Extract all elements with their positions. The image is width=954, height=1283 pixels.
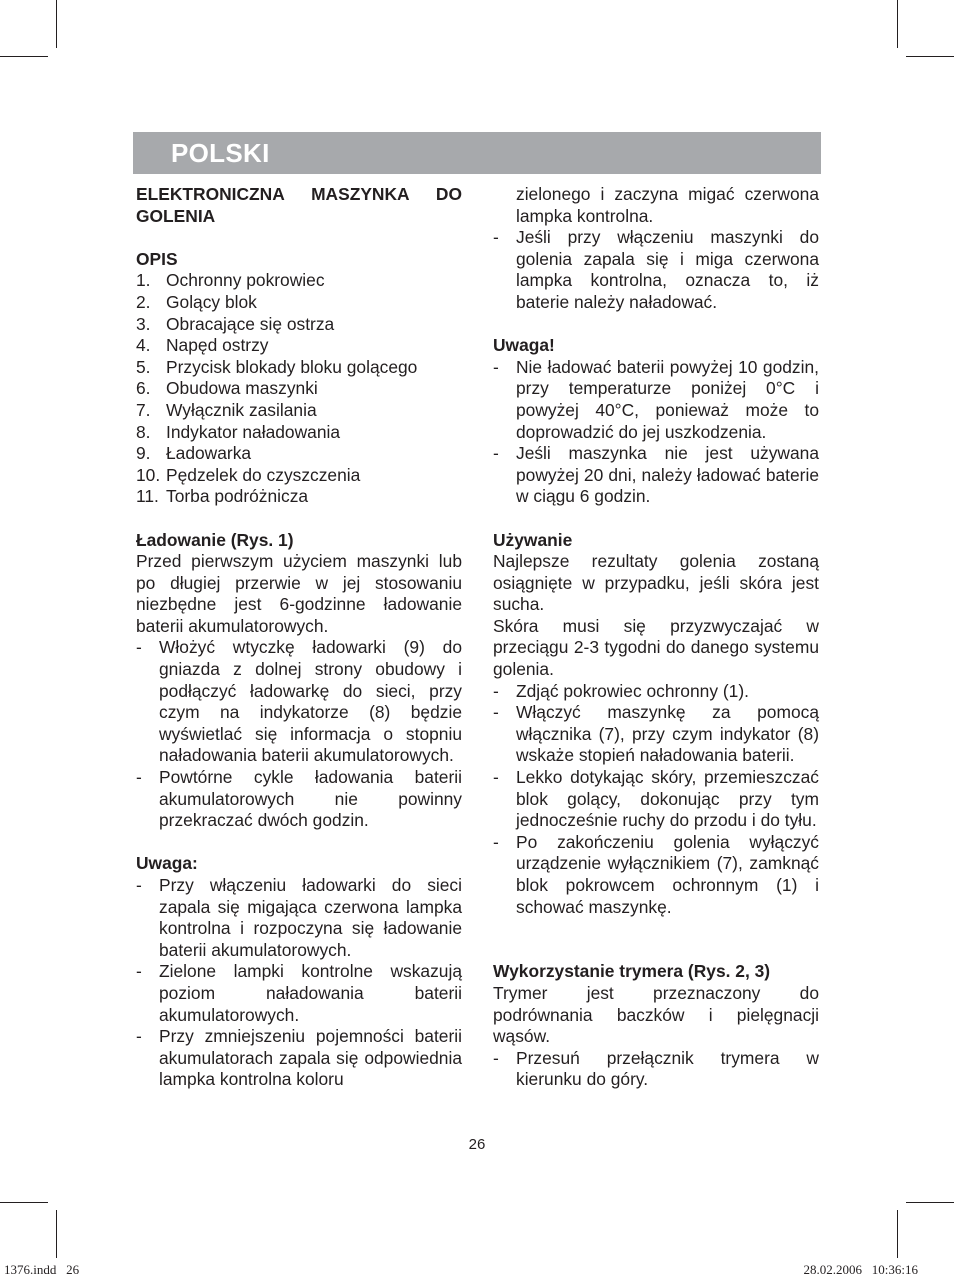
list-item-text: Po zakończeniu golenia wyłączyć urządzenie wyłącznikiem (7), zamknąć blok pokrowcem ochronnym (1) i schować maszynkę. [516, 831, 819, 917]
warning-items [493, 357, 819, 508]
list-item-number: 9. [136, 443, 151, 464]
bullet-dash: - [493, 831, 499, 852]
bullet-dash: - [136, 961, 142, 982]
crop-mark [906, 56, 954, 57]
list-item-text: Wyłącznik zasilania [166, 399, 317, 420]
crop-mark [56, 0, 57, 48]
bullet-dash: - [493, 443, 499, 464]
list-item-text: Zdjąć pokrowiec ochronny (1). [516, 680, 749, 701]
list-item-text: Zielone lampki kontrolne wskazują poziom naładowania baterii akumulatorowych. [159, 961, 462, 1025]
list-item-text: Włączyć maszynkę za pomocą włącznika (7), przy czym indykator (8) wskaże stopień naładowania baterii. [516, 702, 819, 766]
list-item [136, 400, 462, 422]
list-item-text: Włożyć wtyczkę ładowarki (9) do gniazda z dolnej strony obudowy i podłączyć ładowarkę do sieci, przy czym na indykatorze (8) będzie wyświetlać się informacja o stopniu naładowania baterii akumulatorowych. [159, 637, 462, 766]
list-item-text: Ładowarka [166, 443, 252, 464]
list-item [136, 875, 462, 961]
usage-paragraph-2: Skóra musi się przyzwyczajać w przeciągu 2-3 tygodni do danego systemu golenia. [493, 615, 819, 680]
list-item-text: Nie ładować baterii powyżej 10 godzin, przy temperaturze poniżej 0°C i powyżej 40°C, ponieważ może to doprowadzić do jej uszkodzenia. [516, 356, 819, 442]
page-number: 26 [468, 1136, 486, 1153]
list-item-text: Przy zmniejszeniu pojemności baterii akumulatorach zapala się odpowiednia lampka kontrolna koloru [159, 1026, 462, 1090]
list-item [136, 637, 462, 767]
list-item-text: Obracające się ostrza [166, 313, 335, 334]
list-item [493, 357, 819, 443]
bullet-dash: - [493, 356, 499, 377]
list-item [136, 335, 462, 357]
list-item-text: Torba podróżnicza [166, 486, 309, 507]
list-item-text: Jeśli przy włączeniu maszynki do golenia zapala się i miga czerwona lampka kontrolna, oznacza to, iż baterie należy naładować. [516, 227, 819, 312]
list-item [136, 357, 462, 379]
usage-heading: Używanie [493, 529, 573, 550]
list-item [493, 443, 819, 508]
note-heading: Uwaga: [136, 853, 198, 874]
right-column [493, 184, 819, 1091]
list-item [136, 465, 462, 487]
slug-file: 1376.indd 26 [4, 1262, 80, 1277]
list-item-text: Pędzelek do czyszczenia [166, 464, 361, 485]
list-item [136, 961, 462, 1026]
charging-heading: Ładowanie (Rys. 1) [136, 529, 294, 550]
list-item-text: Przy włączeniu ładowarki do sieci zapala się migająca czerwona lampka kontrolna i rozpoczyna się ładowanie baterii akumulatorowych. [159, 875, 462, 960]
crop-mark [0, 56, 48, 57]
bullet-dash: - [493, 767, 499, 788]
list-item [136, 270, 462, 292]
bullet-dash: - [136, 875, 142, 895]
language-banner [133, 132, 821, 174]
list-item [136, 443, 462, 465]
description-heading: OPIS [136, 248, 178, 269]
list-item-number: 5. [136, 356, 151, 377]
bullet-dash: - [493, 702, 499, 723]
list-item-text: Przycisk blokady bloku golącego [166, 356, 418, 377]
trimmer-steps [493, 1048, 819, 1091]
list-item-number: 6. [136, 378, 151, 399]
list-item-number: 8. [136, 421, 151, 442]
list-item-number: 10. [136, 464, 161, 485]
trimmer-intro: Trymer jest przeznaczony do podrównania baczków i pielęgnacji wąsów. [493, 982, 819, 1047]
list-item-number: 2. [136, 291, 151, 312]
list-item-text: Ochronny pokrowiec [166, 270, 325, 291]
bullet-dash: - [493, 227, 499, 248]
list-item [493, 227, 819, 313]
list-item-text: Indykator naładowania [166, 421, 341, 442]
warning-heading: Uwaga! [493, 335, 555, 356]
list-item-number: 11. [136, 486, 159, 507]
list-item [136, 486, 462, 508]
language-title: POLSKI [171, 138, 270, 168]
list-item-text: Lekko dotykając skóry, przemieszczać blok golący, dokonując przy tym jednocześnie ruchy do przodu i do tyłu. [516, 767, 819, 831]
list-item [136, 378, 462, 400]
list-item [136, 767, 462, 832]
list-item-number: 4. [136, 335, 151, 356]
product-title: ELEKTRONICZNA MASZYNKA DO GOLENIA [136, 184, 462, 226]
list-item-number: 7. [136, 399, 151, 420]
usage-steps [493, 681, 819, 919]
list-item [136, 314, 462, 336]
list-item-number: 1. [136, 270, 151, 291]
charging-steps [136, 637, 462, 831]
list-item-number: 3. [136, 313, 151, 334]
trimmer-heading: Wykorzystanie trymera (Rys. 2, 3) [493, 961, 771, 982]
parts-list [136, 270, 462, 508]
list-item [136, 1026, 462, 1091]
list-item-text: Jeśli maszynka nie jest używana powyżej 20 dni, należy ładować baterie w ciągu 6 godzin. [516, 443, 819, 507]
list-item [136, 292, 462, 314]
slug-date: 28.02.2006 10:36:16 [803, 1262, 918, 1277]
bullet-dash: - [136, 767, 142, 788]
crop-mark [906, 1202, 954, 1203]
list-item-text: Obudowa maszynki [166, 378, 318, 399]
usage-paragraph-1: Najlepsze rezultaty golenia zostaną osiągnięte w przypadku, jeśli skóra jest sucha. [493, 551, 819, 615]
list-item [493, 767, 819, 832]
list-item-text: Golący blok [166, 291, 257, 312]
note-items-continued [493, 227, 819, 313]
charging-intro: Przed pierwszym użyciem maszynki lub po długiej przerwie w jej stosowaniu niezbędne jest 6-godzinne ładowanie baterii akumulatorowych. [136, 551, 462, 636]
list-item [493, 1048, 819, 1091]
list-item [493, 702, 819, 767]
bullet-dash: - [493, 680, 499, 701]
crop-mark [897, 1210, 898, 1258]
list-item-text: Powtórne cykle ładowania baterii akumulatorowych nie powinny przekraczać dwóch godzin. [159, 767, 462, 831]
crop-mark [897, 0, 898, 48]
note-items [136, 875, 462, 1091]
crop-mark [56, 1210, 57, 1258]
list-item [136, 422, 462, 444]
bullet-dash: - [493, 1047, 499, 1068]
list-item-text: Napęd ostrzy [166, 335, 269, 356]
bullet-dash: - [136, 1026, 142, 1047]
list-item [493, 832, 819, 918]
list-item [493, 681, 819, 703]
left-column [136, 184, 462, 1091]
bullet-dash: - [136, 637, 142, 658]
list-item-text: Przesuń przełącznik trymera w kierunku do góry. [516, 1047, 819, 1090]
continuation-text: zielonego i zaczyna migać czerwona lampka kontrolna. [516, 184, 819, 226]
crop-mark [0, 1202, 48, 1203]
